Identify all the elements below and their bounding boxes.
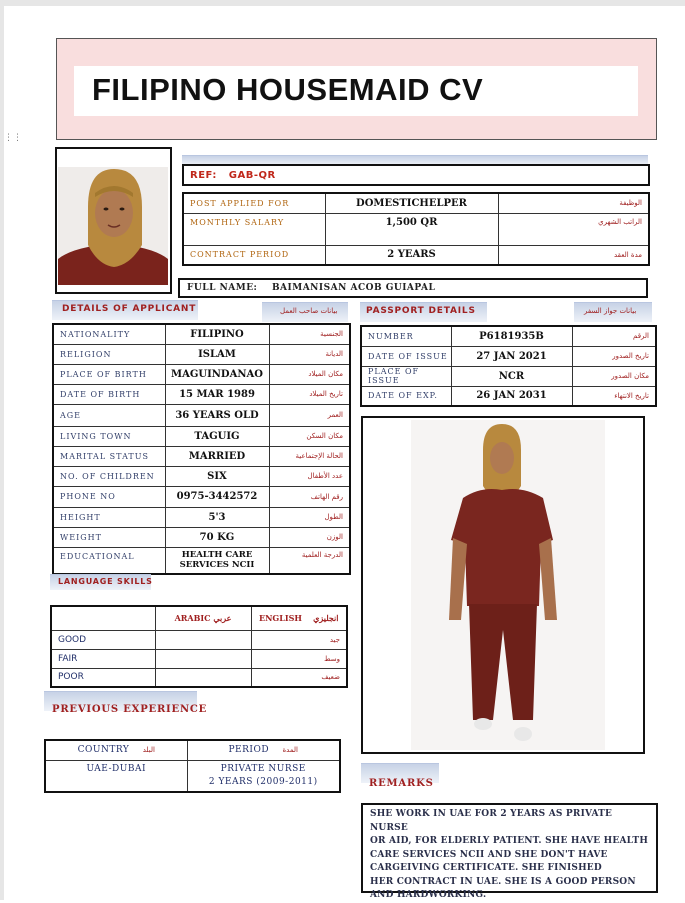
post-ar: الوظيفة <box>498 193 649 213</box>
table-row <box>51 630 347 649</box>
nationality-label: NATIONALITY <box>53 324 165 344</box>
poor-ar: ضعيف <box>251 668 347 687</box>
english-label-ar: انجليزي <box>313 613 339 624</box>
table-row <box>183 245 649 265</box>
table-row <box>53 384 350 404</box>
table-row <box>51 606 347 630</box>
passport-number-value: P6181935B <box>451 326 572 346</box>
table-row <box>361 326 656 346</box>
height-value: 5'3 <box>165 507 269 527</box>
nationality-ar: الجنسية <box>269 324 350 344</box>
marital-ar: الحالة الإجتماعية <box>269 446 350 466</box>
remarks-line: CARGEIVING CERTIFICATE. SHE FINISHED <box>370 863 602 873</box>
period-col-header <box>187 740 340 760</box>
table-row <box>53 507 350 527</box>
title-banner <box>56 38 657 140</box>
language-heading: LANGUAGE SKILLS <box>58 577 153 586</box>
dob-value: 15 MAR 1989 <box>165 384 269 404</box>
education-ar: الدرجة العلمية <box>269 547 350 574</box>
remarks-heading: REMARKS <box>369 778 434 789</box>
post-value: DOMESTICHELPER <box>325 193 498 213</box>
table-row <box>361 386 656 406</box>
drag-handle-icon[interactable]: ⋮⋮ <box>4 133 22 143</box>
birthplace-ar: مكان الميلاد <box>269 364 350 384</box>
experience-heading: PREVIOUS EXPERIENCE <box>52 704 208 715</box>
passport-number-label: NUMBER <box>361 326 451 346</box>
post-table <box>182 192 650 266</box>
age-value: 36 YEARS OLD <box>165 404 269 426</box>
english-col-header <box>251 606 347 630</box>
country-header-ar: البلد <box>142 746 155 755</box>
religion-label: RELIGION <box>53 344 165 364</box>
town-ar: مكان السكن <box>269 426 350 446</box>
table-row <box>53 527 350 547</box>
table-row <box>53 344 350 364</box>
ref-value: GAB-QR <box>228 170 276 181</box>
remarks-box <box>361 803 658 900</box>
fair-ar: وسط <box>251 649 347 668</box>
issue-place-label: PLACE OF ISSUE <box>361 366 451 386</box>
passport-table <box>360 325 657 407</box>
dob-ar: تاريخ الميلاد <box>269 384 350 404</box>
period-header-ar: المدة <box>282 746 298 755</box>
religion-value: ISLAM <box>165 344 269 364</box>
applicant-table <box>52 323 351 575</box>
table-row <box>45 740 340 760</box>
nationality-value: FILIPINO <box>165 324 269 344</box>
contract-ar: مدة العقد <box>498 245 649 265</box>
salary-value: 1,500 QR <box>325 213 498 245</box>
remarks-line: SHE WORK IN UAE FOR 2 YEARS AS PRIVATE NURSE <box>370 809 613 833</box>
children-label: NO. OF CHILDREN <box>53 466 165 486</box>
marital-label: MARITAL STATUS <box>53 446 165 466</box>
arabic-label: ARABIC <box>174 613 211 624</box>
height-ar: الطول <box>269 507 350 527</box>
town-value: TAGUIG <box>165 426 269 446</box>
issue-place-value: NCR <box>451 366 572 386</box>
height-label: HEIGHT <box>53 507 165 527</box>
age-label: AGE <box>53 404 165 426</box>
poor-label: POOR <box>51 668 155 687</box>
page-title: FILIPINO HOUSEMAID CV <box>92 72 484 107</box>
portrait-photo <box>58 167 168 285</box>
ref-box <box>182 164 650 186</box>
table-row <box>53 547 350 574</box>
table-row <box>51 649 347 668</box>
language-table <box>50 605 348 688</box>
passport-number-ar: الرقم <box>572 326 656 346</box>
remarks-line: CARE SERVICES NCII AND SHE DON'T HAVE <box>370 849 608 860</box>
applicant-heading: DETAILS OF APPLICANT <box>62 304 197 314</box>
period-line1: PRIVATE NURSE <box>220 763 306 774</box>
issue-date-ar: تاريخ الصدور <box>572 346 656 366</box>
experience-table <box>44 739 341 793</box>
good-arabic-cell <box>155 630 251 649</box>
phone-label: PHONE NO <box>53 486 165 507</box>
poor-arabic-cell <box>155 668 251 687</box>
arabic-label-ar: عربي <box>213 613 232 624</box>
phone-value: 0975-3442572 <box>165 486 269 507</box>
town-label: LIVING TOWN <box>53 426 165 446</box>
education-value: HEALTH CARE SERVICES NCII <box>165 547 269 574</box>
period-line2: 2 YEARS (2009-2011) <box>208 776 318 787</box>
table-row <box>183 213 649 245</box>
phone-ar: رقم الهاتف <box>269 486 350 507</box>
period-header: PERIOD <box>228 745 270 756</box>
full-name-value: BAIMANISAN ACOB GUIAPAL <box>271 283 436 293</box>
children-ar: عدد الأطفال <box>269 466 350 486</box>
table-row <box>45 760 340 792</box>
table-row <box>183 193 649 213</box>
issue-place-ar: مكان الصدور <box>572 366 656 386</box>
birthplace-label: PLACE OF BIRTH <box>53 364 165 384</box>
table-row <box>53 426 350 446</box>
contract-label: CONTRACT PERIOD <box>183 245 325 265</box>
salary-label: MONTHLY SALARY <box>183 213 325 245</box>
table-row <box>53 446 350 466</box>
weight-ar: الوزن <box>269 527 350 547</box>
title-inner-box <box>74 66 638 116</box>
table-row <box>53 404 350 426</box>
good-ar: جيد <box>251 630 347 649</box>
issue-date-label: DATE OF ISSUE <box>361 346 451 366</box>
country-col-header <box>45 740 187 760</box>
expiry-value: 26 JAN 2031 <box>451 386 572 406</box>
passport-heading-ar: بيانات جواز السفر <box>584 307 637 315</box>
full-name-label: FULL NAME: <box>187 283 258 293</box>
good-label: GOOD <box>51 630 155 649</box>
contract-value: 2 YEARS <box>325 245 498 265</box>
english-label: ENGLISH <box>259 613 302 624</box>
applicant-heading-ar: بيانات صاحب العمل <box>280 307 338 315</box>
table-row <box>51 668 347 687</box>
remarks-line: AND HARDWORKING. <box>370 890 487 900</box>
table-row <box>53 324 350 344</box>
ref-label: REF: <box>190 170 217 181</box>
age-ar: العمر <box>269 404 350 426</box>
full-name-box <box>178 278 648 298</box>
table-row <box>361 366 656 386</box>
country-value: UAE-DUBAI <box>45 760 187 792</box>
birthplace-value: MAGUINDANAO <box>165 364 269 384</box>
passport-heading: PASSPORT DETAILS <box>366 306 476 316</box>
table-row <box>53 486 350 507</box>
table-row <box>53 364 350 384</box>
full-body-photo <box>411 420 605 750</box>
table-row <box>361 346 656 366</box>
country-header: COUNTRY <box>77 745 130 756</box>
expiry-label: DATE OF EXP. <box>361 386 451 406</box>
issue-date-value: 27 JAN 2021 <box>451 346 572 366</box>
children-value: SIX <box>165 466 269 486</box>
period-value-cell <box>187 760 340 792</box>
fair-label: FAIR <box>51 649 155 668</box>
post-label: POST APPLIED FOR <box>183 193 325 213</box>
remarks-line: OR AID, FOR ELDERLY PATIENT. SHE HAVE HEALTH <box>370 836 649 846</box>
marital-value: MARRIED <box>165 446 269 466</box>
religion-ar: الديانة <box>269 344 350 364</box>
dob-label: DATE OF BIRTH <box>53 384 165 404</box>
fair-arabic-cell <box>155 649 251 668</box>
table-row <box>53 466 350 486</box>
language-blank-cell <box>51 606 155 630</box>
arabic-col-header <box>155 606 251 630</box>
salary-ar: الراتب الشهري <box>498 213 649 245</box>
weight-label: WEIGHT <box>53 527 165 547</box>
education-label: EDUCATIONAL <box>53 547 165 574</box>
remarks-line: HER CONTRACT IN UAE. SHE IS A GOOD PERSON <box>370 876 636 887</box>
expiry-ar: تاريخ الانتهاء <box>572 386 656 406</box>
weight-value: 70 KG <box>165 527 269 547</box>
